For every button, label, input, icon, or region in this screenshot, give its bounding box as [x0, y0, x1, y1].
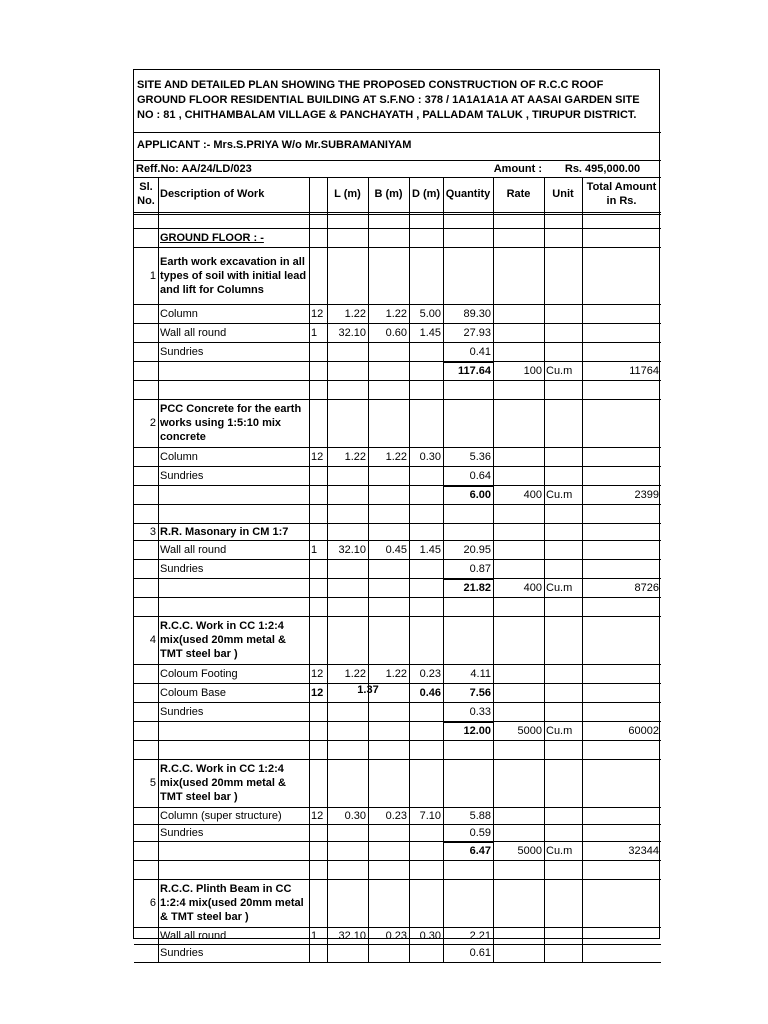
quantity-value: 0.61: [469, 947, 491, 959]
serial-number: 4: [149, 634, 156, 646]
work-description: Column: [160, 307, 198, 320]
amount-value: Rs. 495,000.00: [564, 163, 641, 175]
length-breadth-value: 1.37: [357, 683, 379, 696]
work-description: Column (super structure): [160, 809, 282, 822]
serial-number: 6: [149, 897, 156, 909]
total-amount-value: 11764: [629, 364, 659, 377]
breadth-value: 1.22: [385, 307, 407, 320]
work-description: Earth work excavation in all types of soil with initial lead and lift for Columns: [160, 255, 307, 296]
number-count: 12: [311, 450, 324, 463]
quantity-value: 5.88: [469, 809, 491, 822]
work-description: Wall all round: [160, 326, 227, 339]
number-count: 1: [311, 326, 318, 339]
column-divider: [544, 177, 545, 962]
work-description: Coloum Base: [160, 686, 227, 699]
quantity-value: 6.47: [469, 844, 491, 857]
depth-value: 7.10: [419, 809, 441, 822]
unit-value: Cu.m: [546, 844, 573, 857]
unit-value: Cu.m: [546, 724, 573, 737]
unit-value: Cu.m: [546, 364, 573, 377]
quantity-value: 20.95: [463, 543, 491, 556]
column-divider: [368, 177, 369, 962]
work-description: R.R. Masonary in CM 1:7: [160, 525, 289, 538]
title-line: SITE AND DETAILED PLAN SHOWING THE PROPOSED CONSTRUCTION OF R.C.C ROOF: [137, 79, 604, 91]
quantity-value: 27.93: [463, 326, 491, 339]
rate-value: 400: [523, 581, 542, 594]
header-length: L (m): [334, 188, 361, 200]
column-divider: [309, 177, 310, 962]
breadth-value: 1.22: [385, 450, 407, 463]
quantity-value: 0.59: [469, 826, 491, 839]
unit-value: Cu.m: [546, 488, 573, 501]
work-description: Sundries: [160, 947, 204, 959]
quantity-value: 0.33: [469, 705, 491, 718]
quantity-value: 0.87: [469, 562, 491, 575]
length-value: 32.10: [338, 326, 366, 339]
column-divider: [493, 177, 494, 962]
header-depth: D (m): [411, 188, 441, 200]
breadth-value: 0.60: [385, 326, 407, 339]
number-count: 1: [311, 543, 318, 556]
total-amount-value: 32344: [628, 844, 659, 857]
depth-value: 0.23: [419, 667, 441, 680]
subtotal-underline: [443, 579, 493, 580]
work-description: GROUND FLOOR : -: [160, 231, 264, 244]
depth-value: 1.45: [419, 326, 441, 339]
quantity-value: 5.36: [469, 450, 491, 463]
rate-value: 5000: [517, 724, 542, 737]
quantity-value: 12.00: [463, 724, 491, 737]
subtotal-underline: [443, 722, 493, 723]
breadth-value: 0.45: [385, 543, 407, 556]
rate-value: 400: [523, 488, 542, 501]
subtotal-underline: [443, 362, 493, 363]
length-value: 1.22: [344, 667, 366, 680]
serial-number: 1: [149, 269, 156, 282]
rate-value: 100: [523, 364, 542, 377]
header-rate: Rate: [506, 188, 531, 200]
total-amount-value: 2399: [634, 488, 659, 501]
depth-value: 0.30: [419, 929, 441, 942]
work-description: Sundries: [160, 705, 204, 718]
number-count: 12: [311, 686, 324, 699]
header-blank: [311, 177, 325, 211]
number-count: 1: [311, 929, 318, 942]
row-divider: [134, 962, 661, 963]
subtotal-underline: [443, 486, 493, 487]
subtotal-underline: [443, 842, 493, 843]
number-count: 12: [311, 667, 324, 680]
quantity-value: 0.41: [469, 345, 491, 358]
estimate-sheet: [133, 69, 660, 959]
document-title: [137, 78, 657, 123]
length-value: 0.30: [344, 809, 366, 822]
header-quantity: Quantity: [445, 188, 491, 200]
header-breadth: B (m): [374, 188, 403, 200]
applicant-line: APPLICANT :- Mrs.S.PRIYA W/o Mr.SUBRAMANIYAM: [137, 139, 412, 151]
work-description: Sundries: [160, 562, 204, 575]
title-line: NO : 81 , CHITHAMBALAM VILLAGE & PANCHAYATH , PALLADAM TALUK , TIRUPUR DISTRICT.: [137, 109, 637, 121]
quantity-value: 0.64: [469, 469, 491, 482]
serial-number: 5: [149, 777, 156, 789]
header-unit: Unit: [552, 188, 574, 200]
work-description: R.C.C. Work in CC 1:2:4 mix(used 20mm metal & TMT steel bar ): [160, 763, 286, 803]
quantity-value: 21.82: [463, 581, 491, 594]
header-sl-no: Sl. No.: [137, 181, 155, 207]
amount-label: Amount :: [493, 163, 542, 175]
breadth-value: 1.22: [385, 667, 407, 680]
column-divider: [158, 177, 159, 962]
column-divider: [409, 177, 410, 962]
total-amount-value: 8726: [634, 581, 659, 594]
quantity-value: 89.30: [463, 307, 491, 320]
work-description: Sundries: [160, 826, 204, 839]
length-value: 1.22: [344, 450, 366, 463]
depth-value: 0.46: [419, 686, 441, 699]
number-count: 12: [311, 809, 324, 822]
number-count: 12: [311, 307, 324, 320]
row-divider: [134, 132, 661, 133]
length-value: 32.10: [338, 929, 366, 942]
work-description: R.C.C. Work in CC 1:2:4 mix(used 20mm metal & TMT steel bar ): [160, 620, 286, 660]
work-description: PCC Concrete for the earth works using 1:5:10 mix concrete: [160, 403, 302, 443]
work-description: Sundries: [160, 345, 204, 358]
work-description: Wall all round: [160, 543, 227, 556]
serial-number: 3: [149, 525, 156, 538]
quantity-value: 7.56: [469, 686, 491, 699]
column-divider: [327, 177, 328, 962]
quantity-value: 117.64: [457, 364, 491, 377]
quantity-value: 4.11: [470, 667, 491, 680]
unit-value: Cu.m: [546, 581, 573, 594]
depth-value: 0.30: [419, 450, 441, 463]
work-description: Wall all round: [160, 929, 227, 942]
quantity-value: 6.00: [469, 488, 491, 501]
quantity-value: 2.21: [469, 929, 491, 942]
length-value: 32.10: [338, 543, 366, 556]
column-divider: [443, 177, 444, 962]
depth-value: 5.00: [419, 307, 441, 320]
work-description: R.C.C. Plinth Beam in CC 1:2:4 mix(used 20mm metal & TMT steel bar ): [160, 883, 304, 923]
total-amount-value: 60002: [628, 724, 659, 737]
work-description: Column: [160, 450, 198, 463]
header-total-amount: Total Amount in Rs.: [586, 181, 657, 207]
depth-value: 1.45: [419, 543, 441, 556]
breadth-value: 0.23: [385, 809, 407, 822]
serial-number: 2: [149, 417, 156, 429]
rate-value: 5000: [517, 844, 542, 857]
work-description: Coloum Footing: [160, 667, 238, 680]
length-value: 1.22: [344, 307, 366, 320]
work-description: Sundries: [160, 469, 204, 482]
header-description: Description of Work: [160, 188, 265, 200]
reference-number: Reff.No: AA/24/LD/023: [136, 163, 252, 175]
column-divider: [582, 177, 583, 962]
title-line: GROUND FLOOR RESIDENTIAL BUILDING AT S.F.NO : 378 / 1A1A1A1A AT AASAI GARDEN SITE: [137, 94, 640, 106]
breadth-value: 0.23: [385, 929, 407, 942]
